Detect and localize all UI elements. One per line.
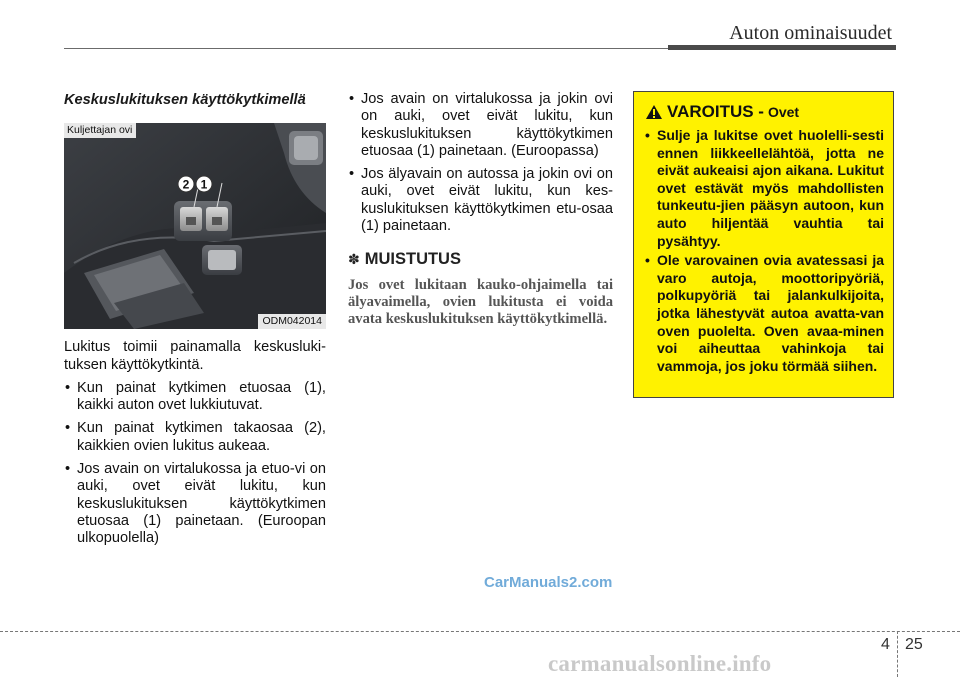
carmanuals-watermark: CarManuals2.com <box>484 574 613 591</box>
page-number: 25 <box>905 636 923 653</box>
door-panel-illustration <box>64 123 326 329</box>
warning-box <box>633 91 894 398</box>
list-item: • Jos avain on virtalukossa ja etuo-vi on auki, ovet eivät lukitu, kun keskuslukituksen käyttökytkimen etuosaa (1) painetaan. (Euroopan ulkopuolella) <box>64 461 326 547</box>
figure-caption: Kuljettajan ovi <box>64 123 136 138</box>
footer-rule <box>0 631 960 632</box>
warning-title <box>645 102 884 122</box>
note-text: Jos ovet lukitaan kauko-ohjaimella tai älyavaimella, ovien lukitusta ei voida avata keskuslukituksen käyttökytkimellä. <box>348 276 613 328</box>
list-item: • Jos älyavain on autossa ja jokin ovi on auki, ovet eivät lukitu, kun kes-kuslukituksen käyttökytkimen etu-osaa (1) painetaan. <box>348 166 613 235</box>
left-bullet-list <box>64 380 326 548</box>
list-item: • Ole varovainen ovia avatessasi ja varo autoja, moottoripyöriä, polkupyöriä tai jalankulkijoita, jotka lähestyvät autoa avatta-van oven puolelta. Oven avaa-minen voi aiheuttaa vahinkoja tai vammoja, jos joku törmää siihen. <box>645 252 884 375</box>
middle-column <box>348 91 613 329</box>
note-heading-text: MUISTUTUS <box>364 250 461 269</box>
section-heading: Keskuslukituksen käyttökytkimellä <box>64 92 306 108</box>
warning-title-text: VAROITUS - <box>667 102 764 121</box>
header-rule-accent <box>668 45 896 50</box>
header-rule <box>64 48 670 49</box>
note-symbol-icon: ✽ <box>348 251 360 268</box>
list-item: • Sulje ja lukitse ovet huolelli-sesti ennen liikkeellelähtöä, jotta ne eivät aukeaisi ajon aikana. Lukitut ovet estävät myös mahdollisten tunkeutu-jien pääsyn autoon, kun auto hiljentää vauhtia tai pysähtyy. <box>645 127 884 250</box>
warning-triangle-icon <box>645 104 663 120</box>
warning-subtitle: Ovet <box>767 104 800 120</box>
middle-bullet-list <box>348 91 613 235</box>
figure-code: ODM042014 <box>258 314 326 329</box>
marker-1-label: 1 <box>200 177 208 192</box>
list-item: • Kun painat kytkimen takaosaa (2), kaikkien ovien lukitus aukeaa. <box>64 420 326 455</box>
running-header-title: Auton ominaisuudet <box>729 22 892 44</box>
footer-divider <box>897 631 898 677</box>
site-watermark: carmanualsonline.info <box>548 651 772 676</box>
intro-paragraph: Lukitus toimii painamalla keskusluki-tuksen käyttökytkintä. <box>64 339 326 373</box>
door-switch-photo <box>64 123 326 329</box>
chapter-number: 4 <box>881 636 890 653</box>
warning-list <box>645 127 884 375</box>
note-heading <box>348 251 613 268</box>
marker-2-label: 2 <box>182 177 190 192</box>
left-column <box>64 92 326 554</box>
list-item: • Kun painat kytkimen etuosaa (1), kaikki auton ovet lukkiutuvat. <box>64 380 326 415</box>
list-item: • Jos avain on virtalukossa ja jokin ovi on auki, ovet eivät lukitu, kun keskuslukituksen käyttökytkimen etuosaa (1) painetaan. (Euroopassa) <box>348 91 613 160</box>
